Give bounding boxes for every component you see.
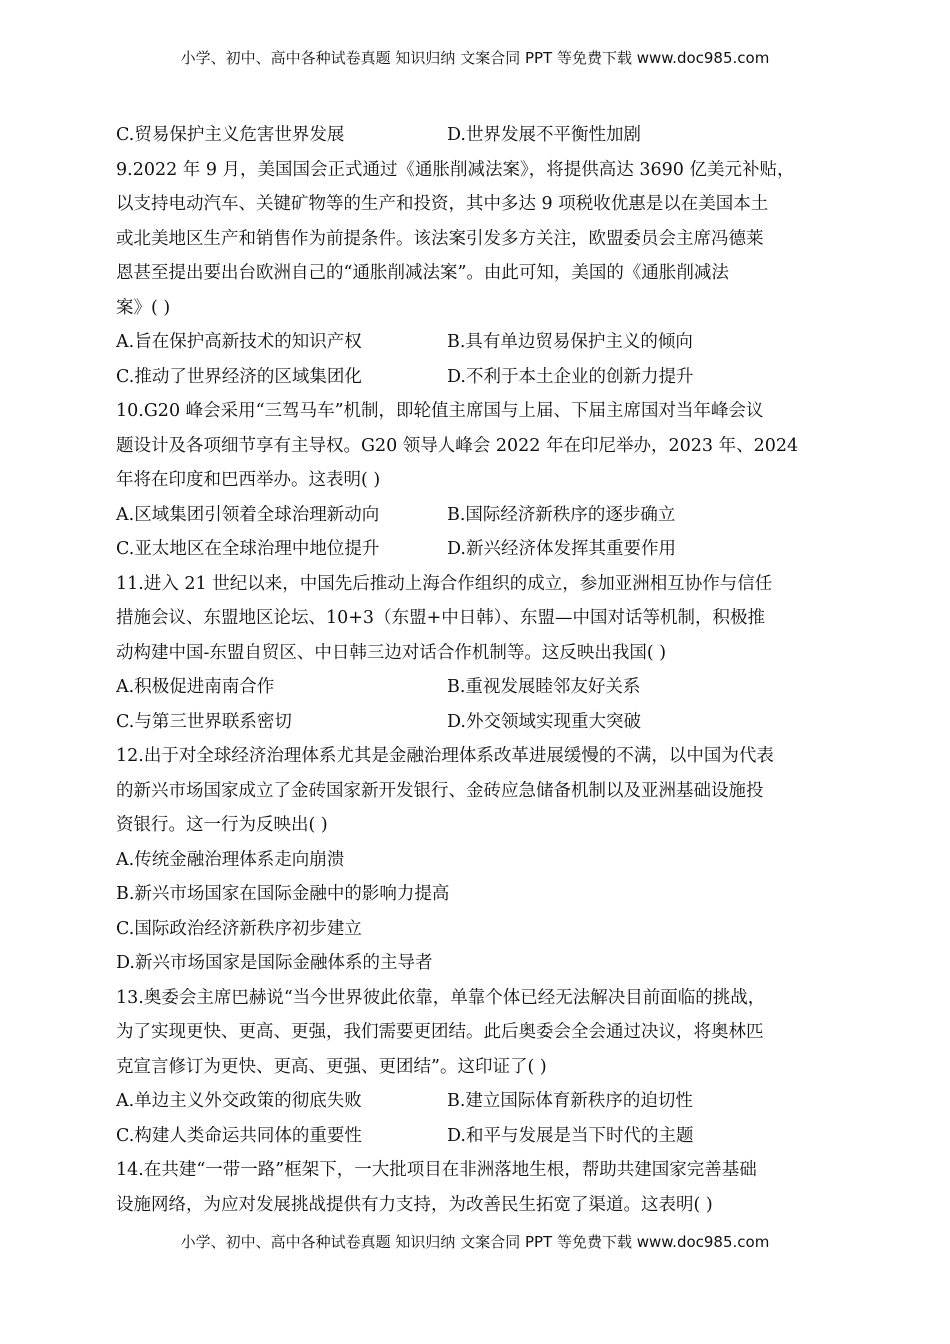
q9-stem-line: 或北美地区生产和销售作为前提条件。该法案引发多方关注，欧盟委员会主席冯德莱 [116, 228, 764, 249]
q11-options-row-ab [116, 670, 832, 705]
q8-options-row-cd [116, 118, 832, 153]
q13-stem-line: 13.奥委会主席巴赫说“当今世界彼此依靠，单靠个体已经无法解决目前面临的挑战， [116, 987, 766, 1008]
q10-stem-line: 年将在印度和巴西举办。这表明( ) [116, 470, 381, 490]
q9-stem-line: 以支持电动汽车、关键矿物等的生产和投资，其中多达 9 项税收优惠是以在美国本土 [116, 194, 769, 214]
q11-option-b: B.重视发展睦邻友好关系 [447, 677, 641, 697]
question-content [116, 118, 832, 1222]
q13-option-c: C.构建人类命运共同体的重要性 [116, 1125, 362, 1146]
page-footer: 小学、初中、高中各种试卷真题 知识归纳 文案合同 PPT 等免费下载 www.doc985.com [180, 1233, 770, 1251]
q9-option-a: A.旨在保护高新技术的知识产权 [116, 332, 362, 352]
question-13 [116, 981, 832, 1154]
q10-option-b: B.国际经济新秩序的逐步确立 [447, 504, 676, 525]
q11-option-c: C.与第三世界联系密切 [116, 711, 292, 732]
q13-options-row-cd [116, 1119, 832, 1154]
q9-option-d: D.不利于本土企业的创新力提升 [447, 366, 694, 387]
q10-option-d: D.新兴经济体发挥其重要作用 [447, 539, 676, 559]
q12-stem-line: 的新兴市场国家成立了金砖国家新开发银行、金砖应急储备机制以及亚洲基础设施投 [116, 780, 764, 801]
q14-stem-line: 设施网络，为应对发展挑战提供有力支持，为改善民生拓宽了渠道。这表明( ) [116, 1194, 713, 1215]
q10-stem-line: 题设计及各项细节享有主导权。G20 领导人峰会 2022 年在印尼举办，2023 年、2024 [116, 435, 799, 456]
question-12 [116, 739, 832, 981]
q11-stem-line: 动构建中国-东盟自贸区、中日韩三边对话合作机制等。这反映出我国( ) [116, 642, 667, 663]
question-10 [116, 394, 832, 567]
q12-stem-line: 12.出于对全球经济治理体系尤其是金融治理体系改革进展缓慢的不满，以中国为代表 [116, 746, 774, 766]
q12-option-a: A.传统金融治理体系走向崩溃 [116, 849, 345, 870]
q10-options-row-cd [116, 532, 832, 567]
q12-option-d: D.新兴市场国家是国际金融体系的主导者 [116, 953, 433, 973]
q13-option-d: D.和平与发展是当下时代的主题 [447, 1125, 694, 1146]
question-9 [116, 153, 832, 395]
q12-option-b: B.新兴市场国家在国际金融中的影响力提高 [116, 884, 450, 904]
q9-stem-line: 恩甚至提出要出台欧洲自己的“通胀削减法案”。由此可知，美国的《通胀削减法 [116, 263, 729, 283]
q11-option-d: D.外交领域实现重大突破 [447, 711, 641, 732]
q13-stem-line: 克宣言修订为更快、更高、更强、更团结”。这印证了( ) [116, 1056, 547, 1077]
q9-options-row-ab [116, 325, 832, 360]
question-14 [116, 1153, 832, 1222]
q8-option-d: D.世界发展不平衡性加剧 [447, 125, 641, 145]
q9-stem-line: 9.2022 年 9 月，美国国会正式通过《通胀削减法案》，将提供高达 3690 亿美元补贴， [116, 159, 795, 180]
q13-stem-line: 为了实现更快、更高、更强，我们需要更团结。此后奥委会全会通过决议，将奥林匹 [116, 1022, 764, 1042]
q9-stem-line: 案》( ) [116, 297, 171, 318]
q11-option-a: A.积极促进南南合作 [116, 677, 275, 697]
q10-option-a: A.区域集团引领着全球治理新动向 [116, 504, 380, 525]
q13-option-a: A.单边主义外交政策的彻底失败 [116, 1091, 362, 1111]
q12-option-c: C.国际政治经济新秩序初步建立 [116, 918, 362, 939]
q10-stem-line: 10.G20 峰会采用“三驾马车”机制，即轮值主席国与上届、下届主席国对当年峰会议 [116, 401, 764, 421]
q9-option-b: B.具有单边贸易保护主义的倾向 [447, 332, 693, 352]
q11-stem-line: 措施会议、东盟地区论坛、10+3（东盟+中日韩）、东盟—中国对话等机制，积极推 [116, 608, 765, 628]
q10-option-c: C.亚太地区在全球治理中地位提升 [116, 539, 380, 559]
q9-options-row-cd [116, 360, 832, 395]
q13-option-b: B.建立国际体育新秩序的迫切性 [447, 1091, 693, 1111]
q11-stem-line: 11.进入 21 世纪以来，中国先后推动上海合作组织的成立，参加亚洲相互协作与信任 [116, 573, 773, 594]
q14-stem-line: 14.在共建“一带一路”框架下，一大批项目在非洲落地生根，帮助共建国家完善基础 [116, 1160, 757, 1180]
q11-options-row-cd [116, 705, 832, 740]
q9-option-c: C.推动了世界经济的区域集团化 [116, 366, 362, 387]
q8-option-c: C.贸易保护主义危害世界发展 [116, 125, 345, 145]
page-header: 小学、初中、高中各种试卷真题 知识归纳 文案合同 PPT 等免费下载 www.doc985.com [180, 49, 770, 67]
question-11 [116, 567, 832, 740]
q10-options-row-ab [116, 498, 832, 533]
q13-options-row-ab [116, 1084, 832, 1119]
q12-stem-line: 资银行。这一行为反映出( ) [116, 815, 328, 835]
